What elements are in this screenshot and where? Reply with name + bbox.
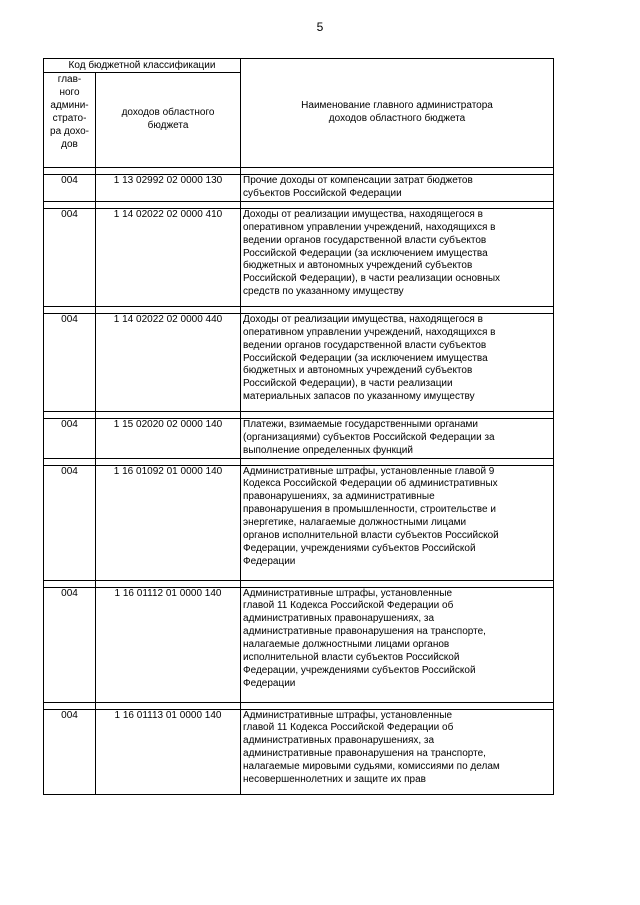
table-row bbox=[44, 587, 554, 702]
spacer-cell bbox=[44, 580, 96, 587]
header-administrator-name: Наименование главного администратора доходов областного бюджета bbox=[241, 59, 554, 168]
table-header bbox=[44, 59, 554, 168]
spacer-cell bbox=[96, 702, 241, 709]
spacer-cell bbox=[241, 168, 554, 175]
row-spacer bbox=[44, 168, 554, 175]
revenue-code-cell: 1 15 02020 02 0000 140 bbox=[96, 418, 241, 458]
spacer-cell bbox=[44, 411, 96, 418]
revenue-name-cell: Платежи, взимаемые государственными органами (организациями) субъектов Российской Федерации за выполнение определенных функций bbox=[241, 418, 554, 458]
header-revenue-code: доходов областного бюджета bbox=[96, 73, 241, 168]
row-spacer bbox=[44, 411, 554, 418]
spacer-cell bbox=[44, 458, 96, 465]
admin-code-cell: 004 bbox=[44, 418, 96, 458]
admin-code-cell: 004 bbox=[44, 175, 96, 202]
admin-code-cell: 004 bbox=[44, 313, 96, 411]
table-row bbox=[44, 709, 554, 794]
spacer-cell bbox=[96, 201, 241, 208]
admin-code-cell: 004 bbox=[44, 208, 96, 306]
admin-code-cell: 004 bbox=[44, 709, 96, 794]
page-number: 5 bbox=[316, 20, 324, 34]
admin-code-cell: 004 bbox=[44, 465, 96, 580]
spacer-cell bbox=[241, 201, 554, 208]
spacer-cell bbox=[44, 702, 96, 709]
spacer-cell bbox=[241, 580, 554, 587]
row-spacer bbox=[44, 201, 554, 208]
row-spacer bbox=[44, 458, 554, 465]
budget-classification-table bbox=[43, 58, 554, 795]
header-main-administrator: глав- ного админи- страто- ра дохо- дов bbox=[44, 73, 96, 168]
spacer-cell bbox=[96, 458, 241, 465]
revenue-name-cell: Доходы от реализации имущества, находящегося в оперативном управлении учреждений, находящихся в ведении органов государственной власти субъектов Российской Федерации (за исключением имущества бюджетных и автономных учреждений субъектов Российской Федерации), в части реализации основных средств по указанному имуществу bbox=[241, 208, 554, 306]
spacer-cell bbox=[96, 411, 241, 418]
revenue-name-cell: Доходы от реализации имущества, находящегося в оперативном управлении учреждений, находящихся в ведении органов государственной власти субъектов Российской Федерации (за исключением имущества бюджетных и автономных учреждений субъектов Российской Федерации), в части реализации материальных запасов по указанному имуществу bbox=[241, 313, 554, 411]
spacer-cell bbox=[241, 306, 554, 313]
revenue-code-cell: 1 14 02022 02 0000 410 bbox=[96, 208, 241, 306]
admin-code-cell: 004 bbox=[44, 587, 96, 702]
row-spacer bbox=[44, 580, 554, 587]
revenue-code-cell: 1 16 01092 01 0000 140 bbox=[96, 465, 241, 580]
spacer-cell bbox=[44, 201, 96, 208]
spacer-cell bbox=[96, 306, 241, 313]
spacer-cell bbox=[241, 458, 554, 465]
spacer-cell bbox=[44, 306, 96, 313]
row-spacer bbox=[44, 702, 554, 709]
spacer-cell bbox=[96, 580, 241, 587]
spacer-cell bbox=[241, 702, 554, 709]
table-body bbox=[44, 168, 554, 795]
revenue-code-cell: 1 16 01113 01 0000 140 bbox=[96, 709, 241, 794]
table-row bbox=[44, 313, 554, 411]
revenue-code-cell: 1 14 02022 02 0000 440 bbox=[96, 313, 241, 411]
row-spacer bbox=[44, 306, 554, 313]
table-row bbox=[44, 175, 554, 202]
table-row bbox=[44, 418, 554, 458]
table-row bbox=[44, 465, 554, 580]
revenue-name-cell: Административные штрафы, установленные главой 9 Кодекса Российской Федерации об административных правонарушениях, за административные правонарушения в промышленности, строительстве и энергетике, налагаемые должностными лицами органов исполнительной власти субъектов Российской Федерации, учреждениями субъектов Российской Федерации bbox=[241, 465, 554, 580]
spacer-cell bbox=[96, 168, 241, 175]
table-row bbox=[44, 208, 554, 306]
revenue-name-cell: Прочие доходы от компенсации затрат бюджетов субъектов Российской Федерации bbox=[241, 175, 554, 202]
revenue-name-cell: Административные штрафы, установленные главой 11 Кодекса Российской Федерации об административных правонарушениях, за административные правонарушения на транспорте, налагаемые должностными лицами органов исполнительной власти субъектов Российской Федерации, учреждениями субъектов Российской Федерации bbox=[241, 587, 554, 702]
revenue-name-cell: Административные штрафы, установленные главой 11 Кодекса Российской Федерации об административных правонарушениях, за административные правонарушения на транспорте, налагаемые мировыми судьями, комиссиями по делам несовершеннолетних и защите их прав bbox=[241, 709, 554, 794]
spacer-cell bbox=[241, 411, 554, 418]
header-budget-classification-code: Код бюджетной классификации bbox=[44, 59, 241, 73]
spacer-cell bbox=[44, 168, 96, 175]
revenue-code-cell: 1 13 02992 02 0000 130 bbox=[96, 175, 241, 202]
revenue-code-cell: 1 16 01112 01 0000 140 bbox=[96, 587, 241, 702]
